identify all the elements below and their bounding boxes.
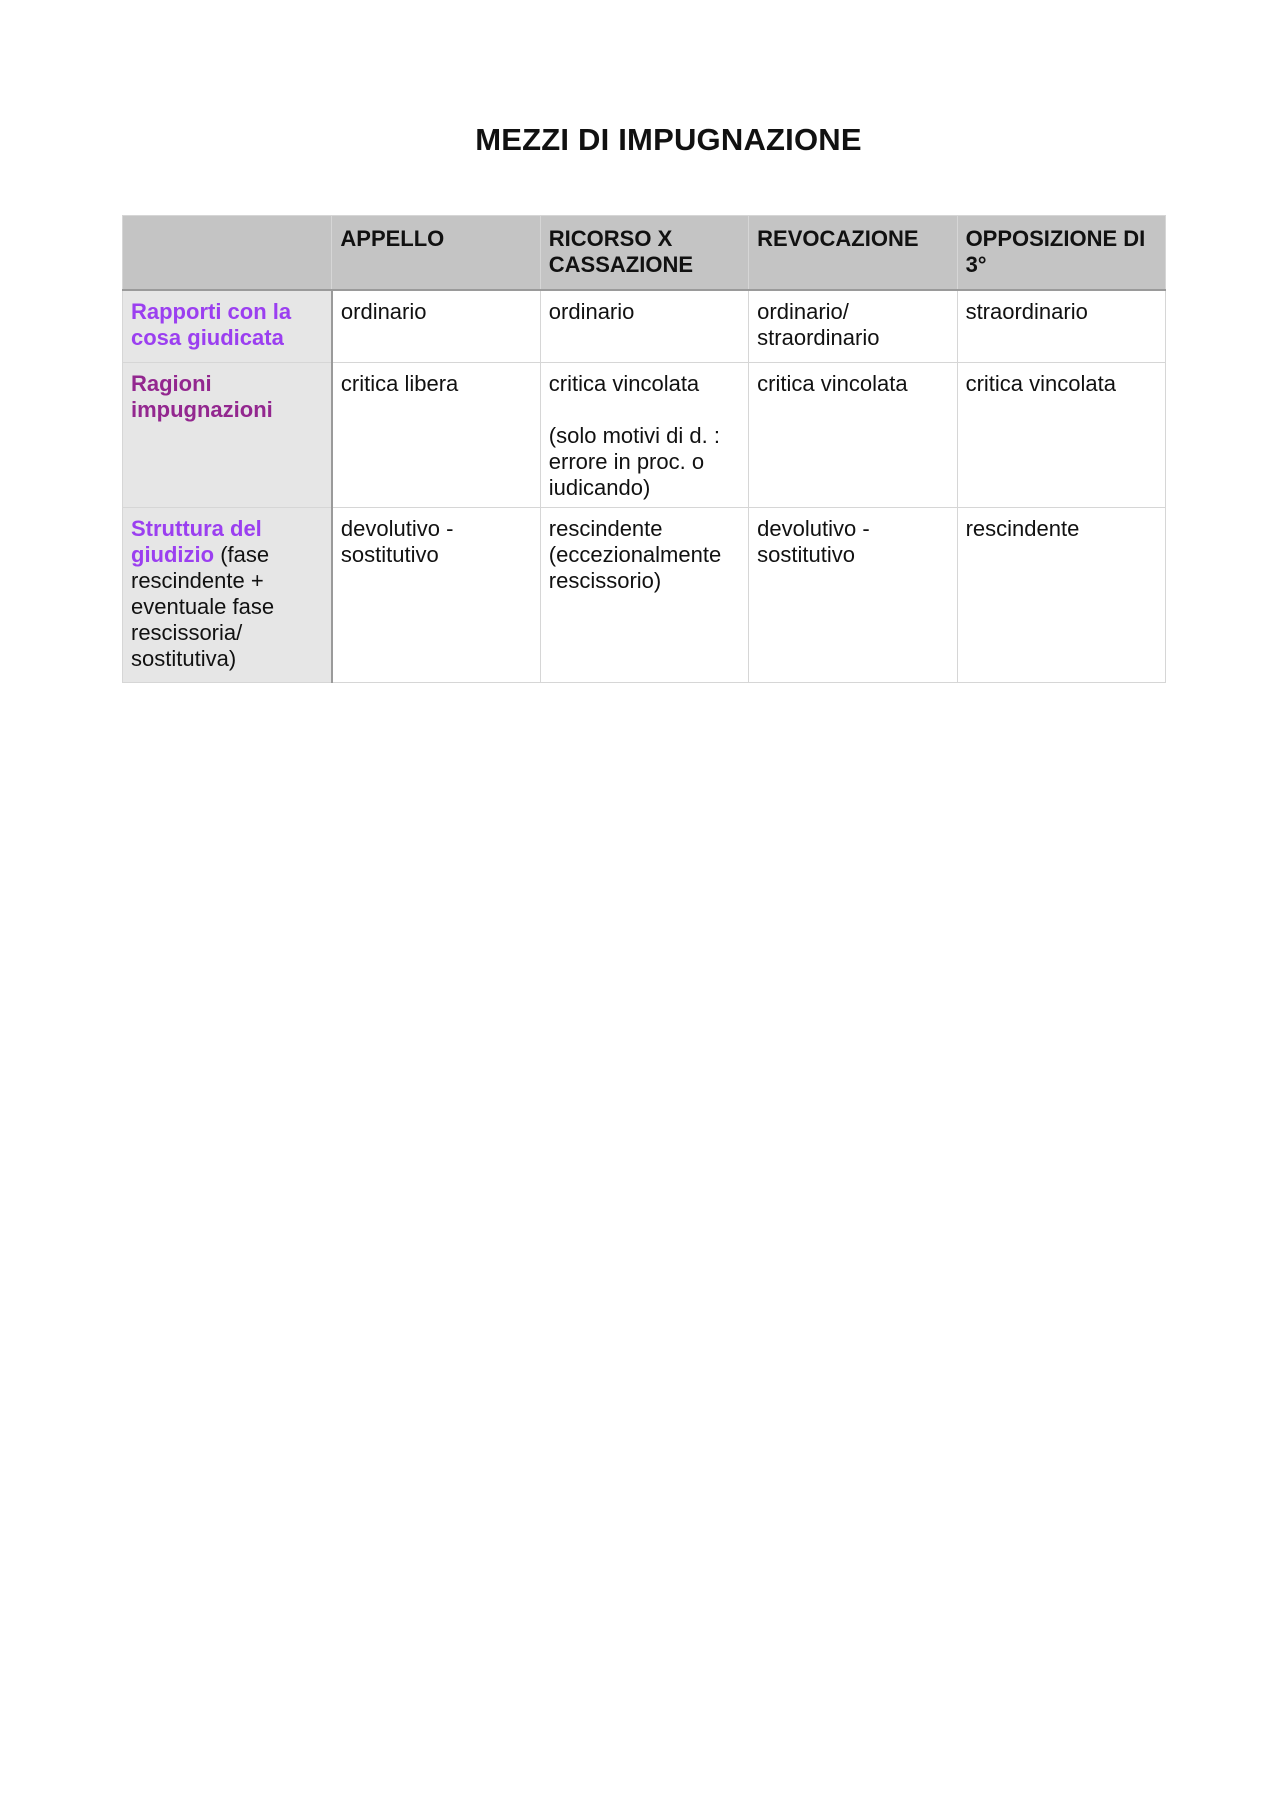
cell-spacer <box>549 397 740 423</box>
row-label-struttura <box>123 508 332 683</box>
row-label-ragioni: Ragioni impugnazioni <box>123 363 332 508</box>
cell-note-text: (solo motivi di d. : errore in proc. o iudicando) <box>548 423 720 500</box>
table-cell: ordinario <box>332 290 540 363</box>
header-corner <box>123 216 332 291</box>
header-ricorso-cassazione: RICORSO X CASSAZIONE <box>540 216 748 291</box>
table-cell-multiline <box>540 363 748 508</box>
comparison-table <box>122 215 1166 683</box>
table-row <box>123 290 1166 363</box>
table-cell: critica libera <box>332 363 540 508</box>
table-cell: critica vincolata <box>957 363 1165 508</box>
table-cell: devolutivo - sostitutivo <box>749 508 957 683</box>
header-row <box>123 216 1166 291</box>
table-row <box>123 508 1166 683</box>
header-revocazione: REVOCAZIONE <box>749 216 957 291</box>
page-title: MEZZI DI IMPUGNAZIONE <box>475 122 862 157</box>
row-label-note: (fase rescindente + eventuale fase rescissoria/ sostitutiva) <box>131 542 275 671</box>
cell-main-text: critica vincolata <box>548 371 700 396</box>
table-cell: devolutivo - sostitutivo <box>332 508 540 683</box>
header-appello: APPELLO <box>332 216 540 291</box>
table-cell: rescindente <box>957 508 1165 683</box>
table-header <box>123 216 1166 291</box>
row-label-main: Struttura del giudizio <box>131 516 262 567</box>
row-label-rapporti: Rapporti con la cosa giudicata <box>123 290 332 363</box>
table-cell: critica vincolata <box>749 363 957 508</box>
table-cell: straordinario <box>957 290 1165 363</box>
table-row <box>123 363 1166 508</box>
table-cell: ordinario <box>540 290 748 363</box>
table-cell: ordinario/ straordinario <box>749 290 957 363</box>
table-cell: rescindente (eccezionalmente rescissorio) <box>540 508 748 683</box>
header-opposizione: OPPOSIZIONE DI 3° <box>957 216 1165 291</box>
